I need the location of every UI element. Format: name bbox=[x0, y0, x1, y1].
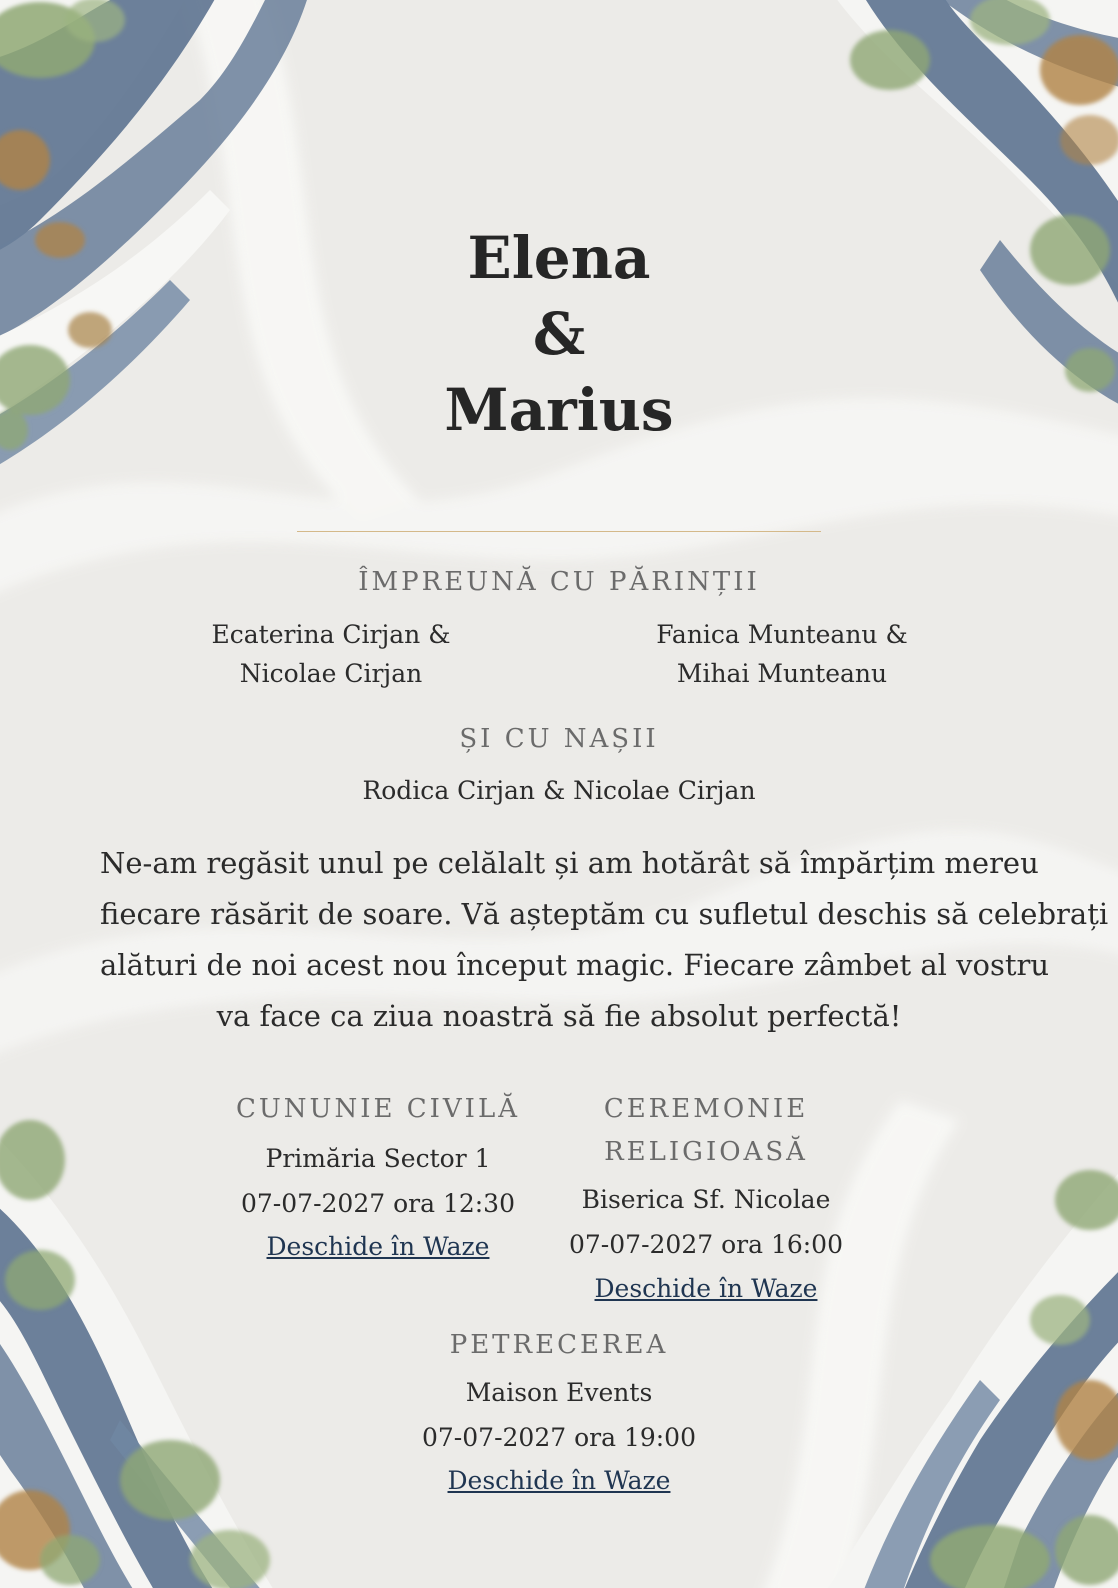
bride-parents-line2: Nicolae Cirjan bbox=[239, 659, 423, 688]
party-waze-link[interactable]: Deschide în Waze bbox=[447, 1466, 671, 1495]
bride-parents-line1: Ecaterina Cirjan & bbox=[211, 620, 451, 649]
godparents-names: Rodica Cirjan & Nicolae Cirjan bbox=[362, 776, 756, 805]
religious-ceremony-heading-line1: CEREMONIE bbox=[603, 1094, 809, 1124]
party-datetime: 07-07-2027 ora 19:00 bbox=[422, 1423, 696, 1452]
religious-ceremony-heading-line2: RELIGIOASĂ bbox=[604, 1137, 808, 1167]
couple-names bbox=[0, 220, 1118, 448]
invitation-message bbox=[100, 838, 1109, 1042]
godparents-heading: ȘI CU NAȘII bbox=[459, 724, 659, 754]
groom-name: Marius bbox=[444, 376, 674, 444]
groom-parents-line2: Mihai Munteanu bbox=[676, 659, 888, 688]
parents-heading: ÎMPREUNĂ CU PĂRINȚII bbox=[358, 567, 760, 597]
ampersand: & bbox=[532, 300, 586, 368]
message-line: va face ca ziua noastră să fie absolut perfectă! bbox=[216, 999, 902, 1033]
civil-datetime: 07-07-2027 ora 12:30 bbox=[241, 1189, 515, 1218]
message-line: fiecare răsărit de soare. Vă așteptăm cu sufletul deschis să celebrați bbox=[100, 897, 1109, 931]
civil-ceremony-heading: CUNUNIE CIVILĂ bbox=[236, 1094, 520, 1124]
civil-venue: Primăria Sector 1 bbox=[265, 1144, 491, 1173]
party-venue: Maison Events bbox=[465, 1378, 653, 1407]
message-line: Ne-am regăsit unul pe celălalt și am hotărât să împărțim mereu bbox=[100, 846, 1039, 880]
party-heading: PETRECEREA bbox=[449, 1330, 669, 1360]
groom-parents-line1: Fanica Munteanu & bbox=[656, 620, 908, 649]
religious-waze-link[interactable]: Deschide în Waze bbox=[594, 1274, 818, 1303]
gold-divider bbox=[297, 531, 821, 532]
message-line: alături de noi acest nou început magic. Fiecare zâmbet al vostru bbox=[100, 948, 1050, 982]
civil-waze-link[interactable]: Deschide în Waze bbox=[266, 1232, 490, 1261]
bride-name: Elena bbox=[467, 224, 651, 292]
religious-datetime: 07-07-2027 ora 16:00 bbox=[569, 1230, 843, 1259]
religious-venue: Biserica Sf. Nicolae bbox=[581, 1185, 831, 1214]
